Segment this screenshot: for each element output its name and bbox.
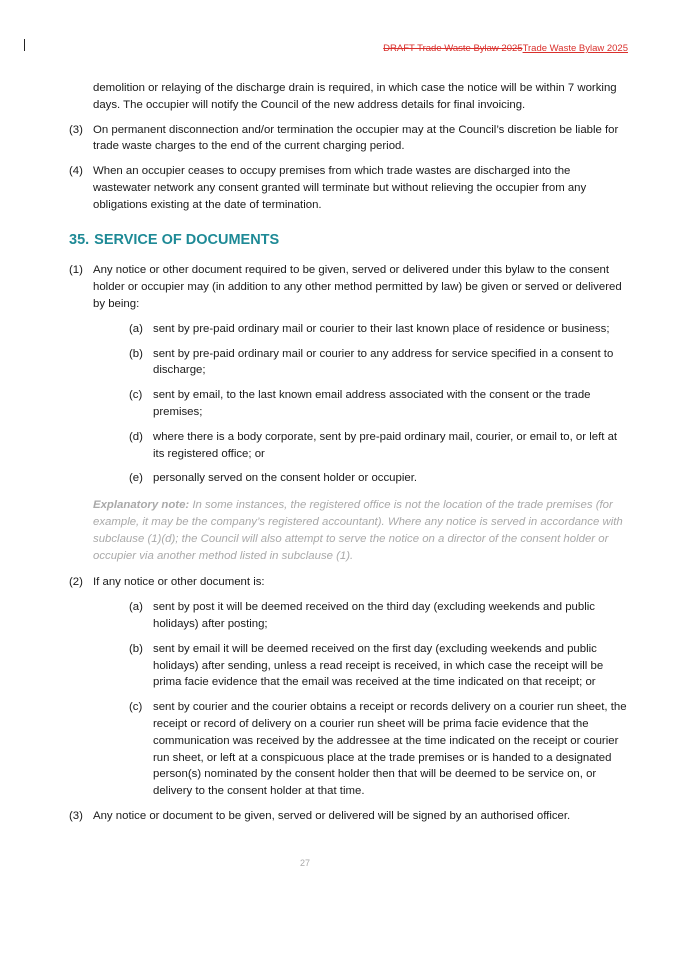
subclause-number: (e) <box>129 472 143 485</box>
subclause-number: (a) <box>129 322 143 335</box>
clause-2 <box>69 574 629 591</box>
subclause-number: (c) <box>129 701 143 714</box>
subclause-1d <box>129 429 629 463</box>
continued-paragraph: demolition or relaying of the discharge drain is required, in which case the notice will be within 7 working days. The occupier will notify the Council of the new address details for final invoicing. <box>93 82 617 111</box>
subclause-2c <box>129 699 629 800</box>
clause-number: (3) <box>69 123 83 136</box>
clause-number: (1) <box>69 264 83 277</box>
subclause-text: sent by pre-paid ordinary mail or courier to their last known place of residence or business; <box>153 322 610 335</box>
subclause-text: sent by post it will be deemed received on the third day (excluding weekends and public holidays) after posting; <box>153 601 595 630</box>
clause-text: On permanent disconnection and/or termination the occupier may at the Council’s discretion be liable for trade waste charges to the end of the current charging period. <box>93 123 619 153</box>
subclause-1b <box>129 346 629 380</box>
clause-text: Any notice or document to be given, served or delivered will be signed by an authorised officer. <box>93 809 571 822</box>
subclause-2a <box>129 599 629 633</box>
subclause-number: (b) <box>129 642 143 655</box>
document-body <box>69 80 629 833</box>
explanatory-note-text: In some instances, the registered office is not the location of the trade premises (for example, it may be the company’s registered accountant). Where any notice is served in accordance with subclause (1)(d); the Council will also attempt to serve the notice on a director of the consent holder or occupier via another method listed in subclause (1). <box>93 499 623 562</box>
subclause-1c <box>129 387 629 421</box>
page-number: 27 <box>299 858 310 868</box>
subclause-2b <box>129 641 629 691</box>
subclause-1a <box>129 321 629 338</box>
header-deleted-text: DRAFT Trade Waste Bylaw 2025 <box>383 43 523 54</box>
running-header <box>383 43 628 54</box>
subclause-number: (b) <box>129 347 143 360</box>
clause-number: (4) <box>69 165 83 178</box>
clause-text: When an occupier ceases to occupy premises from which trade wastes are discharged into the wastewater network any consent granted will terminate but without relieving the occupier from any obligations existing at the date of termination. <box>93 165 587 211</box>
clause-text: If any notice or other document is: <box>93 576 265 589</box>
subclause-text: sent by pre-paid ordinary mail or courier to any address for service specified in a consent to discharge; <box>153 347 614 377</box>
subclause-number: (d) <box>129 430 143 443</box>
header-inserted-text: Trade Waste Bylaw 2025 <box>522 43 628 54</box>
clause-text: Any notice or other document required to be given, served or delivered under this bylaw to the consent holder or occupier may (in addition to any other method permitted by law) be given or served or delivered by being: <box>93 264 622 310</box>
explanatory-note-label: Explanatory note: <box>93 499 190 512</box>
section-heading <box>69 232 629 249</box>
clause-number: (3) <box>69 809 83 822</box>
subclause-text: sent by email, to the last known email address associated with the consent or the trade premises; <box>153 389 591 418</box>
subclause-1e <box>129 470 629 487</box>
subclause-text: where there is a body corporate, sent by pre-paid ordinary mail, courier, or email to, or left at its registered office; or <box>153 430 618 460</box>
subclause-text: sent by courier and the courier obtains a receipt or records delivery on a courier run sheet, the receipt or record of delivery on a courier run sheet will be prima facie evidence that the communication was received by the addressee at the time indicated on the receipt or courier run sheet, or left at a conspicuous place at the trade premises or is handed to a designated person(s) nominated by the consent holder then that will be deemed to be service on, or delivery to the consent holder at that time. <box>153 701 627 798</box>
explanatory-note <box>69 497 629 564</box>
section-number: 35. <box>69 231 90 248</box>
subclause-number: (c) <box>129 389 143 402</box>
clause-prev-3 <box>69 122 629 156</box>
clause-3 <box>69 808 629 825</box>
subclause-text: sent by email it will be deemed received on the first day (excluding weekends and public holidays) after sending, unless a read receipt is received, in which case the receipt will be prima facie evidence that the email was received at the time indicated on that receipt; or <box>153 642 604 689</box>
revision-change-bar <box>24 39 25 51</box>
section-title: SERVICE OF DOCUMENTS <box>94 231 280 248</box>
clause-number: (2) <box>69 576 83 589</box>
subclause-text: personally served on the consent holder or occupier. <box>153 472 418 485</box>
clause-1 <box>69 262 629 312</box>
clause-prev-4 <box>69 163 629 213</box>
subclause-number: (a) <box>129 601 143 614</box>
